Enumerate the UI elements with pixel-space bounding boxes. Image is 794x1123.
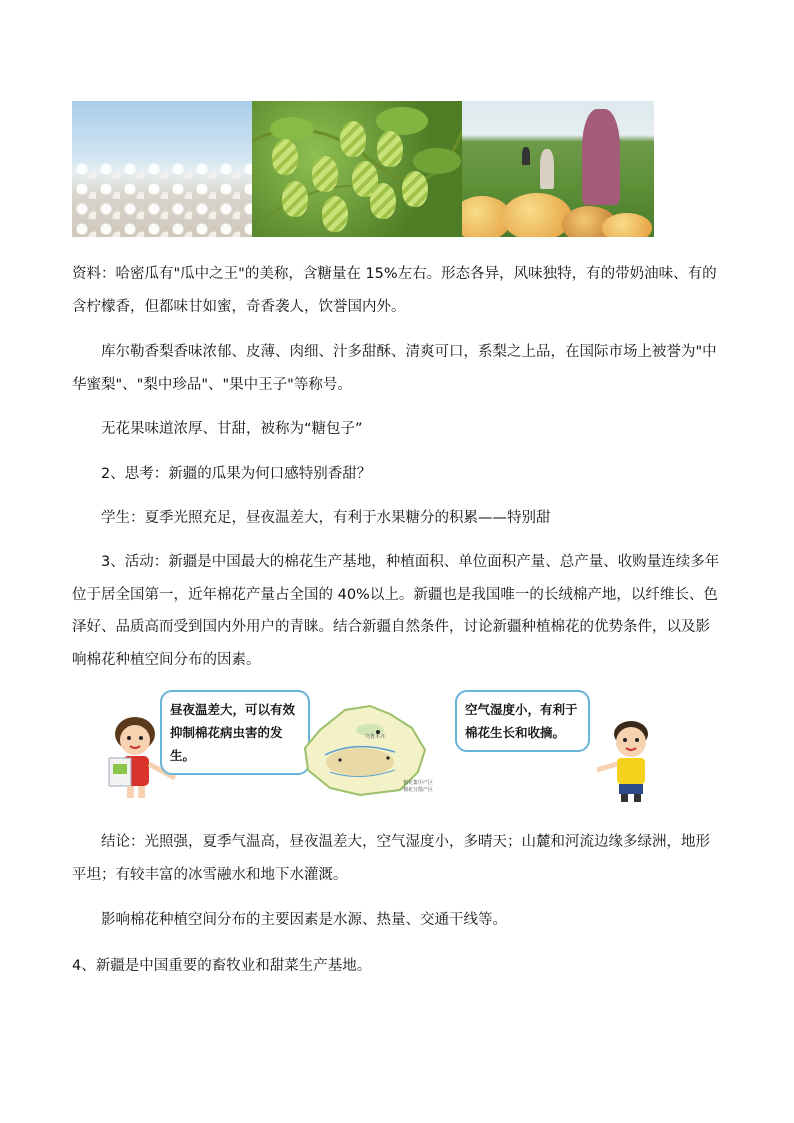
paragraph-fig: 无花果味道浓厚、甘甜，被称为“糖包子” (101, 421, 363, 437)
speech-bubble-right: 空气湿度小，有利于棉花生长和收摘。 (455, 690, 590, 752)
cotton-illustration (105, 688, 665, 803)
melon-field-photo (462, 101, 654, 237)
factors-paragraph: 影响棉花种植空间分布的主要因素是水源、热量、交通干线等。 (101, 912, 507, 928)
cotton-field-photo (72, 101, 252, 237)
map-legend (403, 780, 433, 794)
map-city-label: 乌鲁木齐 (365, 734, 386, 740)
speech-bubble-left: 昼夜温差大，可以有效抑制棉花病虫害的发生。 (160, 690, 310, 775)
paragraph-hami-melon: 资料：哈密瓜有"瓜中之王"的美称，含糖量在 15%左右。形态各异，风味独特，有的带奶油味、有的含柠檬香，但都味甘如蜜，奇香袭人，饮誉国内外。 (72, 266, 717, 315)
conclusion-paragraph: 结论：光照强，夏季气温高，昼夜温差大，空气湿度小，多晴天；山麓和河流边缘多绿洲，地形平坦；有较丰富的冰雪融水和地下水灌溉。 (72, 834, 710, 883)
activity-paragraph: 3、活动：新疆是中国最大的棉花生产基地，种植面积、单位面积产量、总产量、收购量连续多年位于居全国第一，近年棉花产量占全国的 40%以上。新疆也是我国唯一的长绒棉产地，以纤维长、色泽好、品质高而受到国内外用户的青睐。结合新疆自然条件，讨论新疆种植棉花的优势条件，以及影响棉花种植空间分布的因素。 (72, 554, 720, 668)
legend-item: 棉花集中产区 (403, 780, 434, 786)
paragraph-korla-pear: 库尔勒香梨香味浓郁、皮薄、肉细、汁多甜酥、清爽可口，系梨之上品，在国际市场上被誉为"中华蜜梨"、"梨中珍品"、"果中王子"等称号。 (72, 344, 717, 393)
boy-cartoon-icon (593, 718, 663, 803)
legend-item: 棉花分散产区 (403, 787, 434, 793)
question-heading: 2、思考：新疆的瓜果为何口感特别香甜？ (101, 466, 372, 482)
hops-photo (252, 101, 462, 237)
student-answer: 学生：夏季光照充足，昼夜温差大，有利于水果糖分的积累——特别甜 (101, 510, 551, 526)
photo-strip (72, 101, 654, 237)
section-4-heading: 4、新疆是中国重要的畜牧业和甜菜生产基地。 (72, 958, 372, 974)
